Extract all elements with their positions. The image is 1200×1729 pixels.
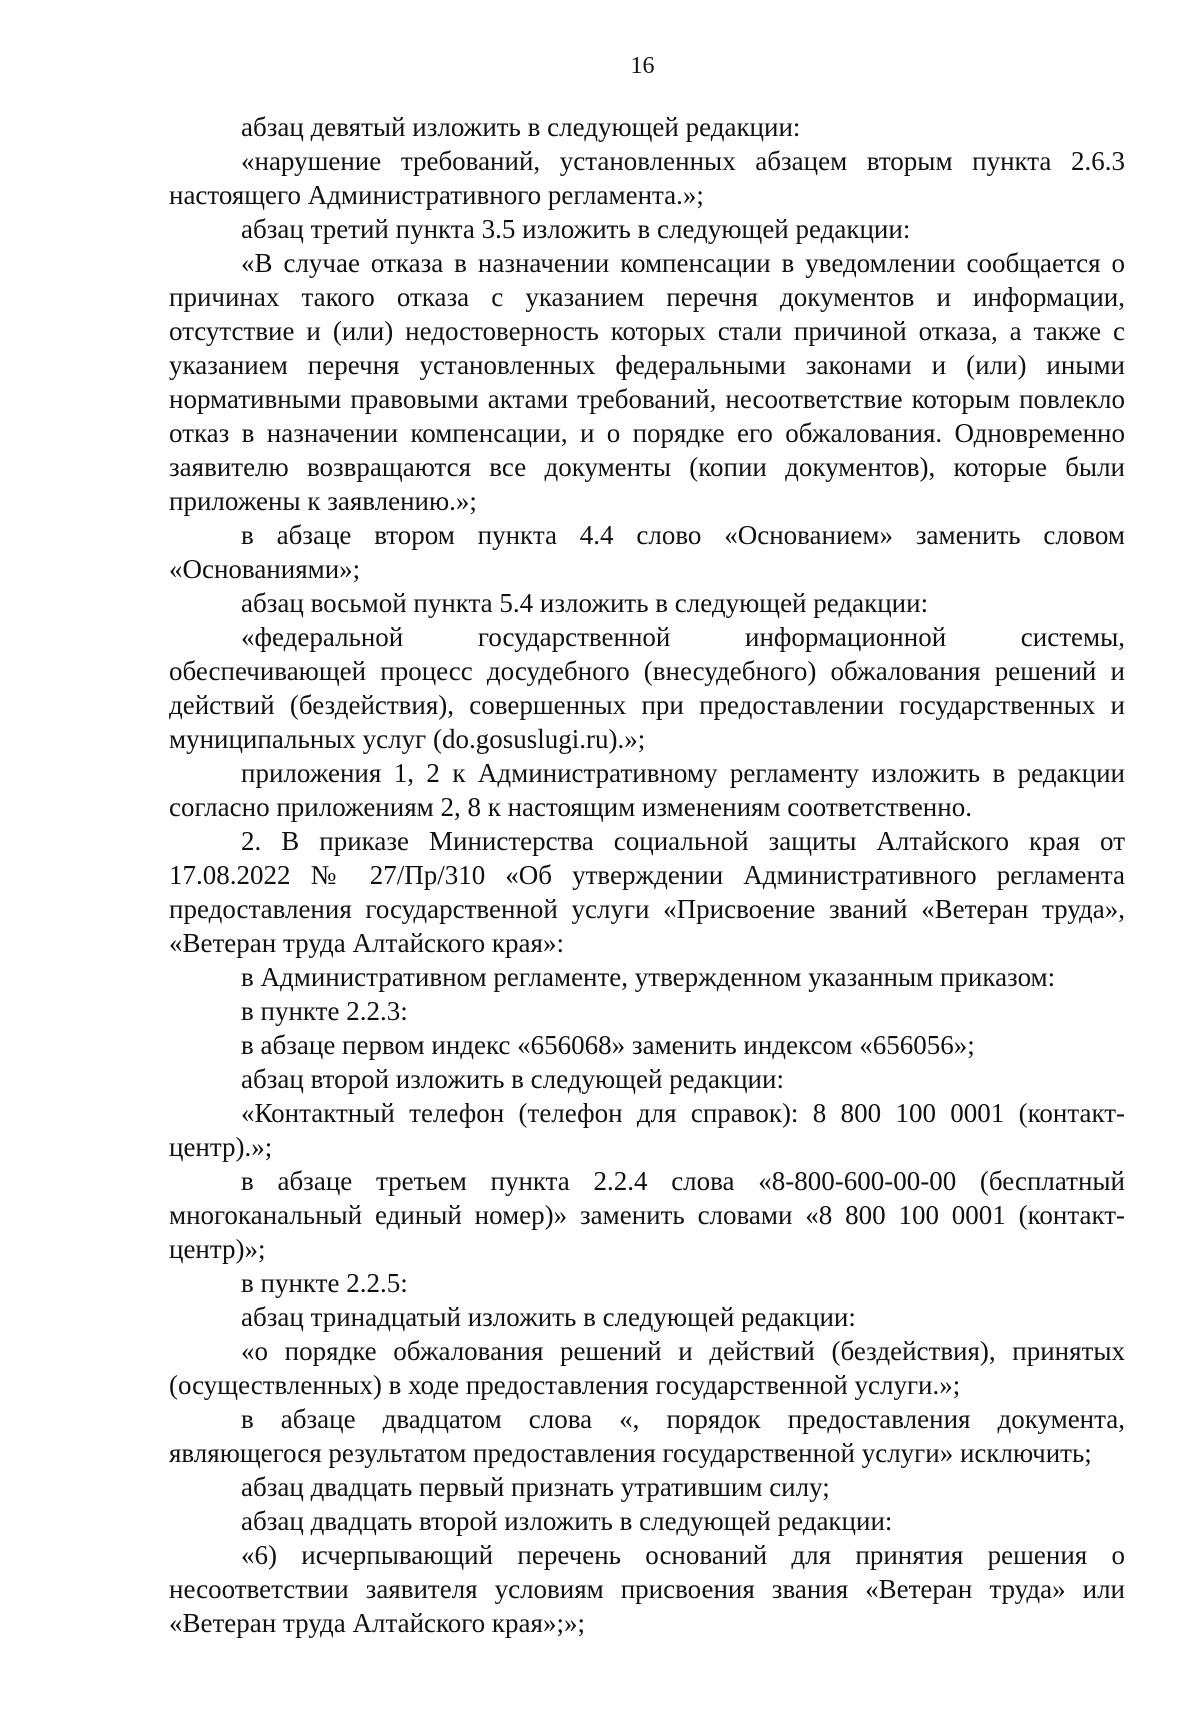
paragraph: абзац девятый изложить в следующей редакции: — [241, 112, 801, 142]
paragraph: «В случае отказа в назначении компенсации в уведомлении сообщается о причинах такого отказа с указанием перечня документов и информации, отсутствие и (или) недостоверность которых стали причиной отказа, а также с указанием перечня установленных федеральными законами и (или) иными нормативными правовыми актами требований, несоответствие которым повлекло отказ в назначении компенсации, и о порядке его обжалования. Одновременно заявителю возвращаются все документы (копии документов), которые были приложены к заявлению.»; — [169, 248, 1125, 516]
document-body — [169, 110, 1125, 1640]
paragraph: в абзаце втором пункта 4.4 слово «Основанием» заменить словом «Основаниями»; — [169, 520, 1125, 584]
paragraph: в пункте 2.2.5: — [241, 1268, 408, 1298]
paragraph: абзац второй изложить в следующей редакции: — [241, 1064, 784, 1094]
paragraph: абзац двадцать второй изложить в следующей редакции: — [241, 1506, 893, 1536]
paragraph: в пункте 2.2.3: — [241, 996, 408, 1026]
paragraph: абзац двадцать первый признать утратившим силу; — [241, 1472, 830, 1502]
paragraph: «Контактный телефон (телефон для справок): 8 800 100 0001 (контакт-центр).»; — [169, 1098, 1125, 1162]
paragraph: 2. В приказе Министерства социальной защиты Алтайского края от 17.08.2022 № 27/Пр/310 «Об утверждении Административного регламента предоставления государственной услуги «Присвоение званий «Ветеран труда», «Ветеран труда Алтайского края»: — [169, 826, 1125, 958]
paragraph: «о порядке обжалования решений и действий (бездействия), принятых (осуществленных) в ходе предоставления государственной услуги.»; — [169, 1336, 1125, 1400]
paragraph: «федеральной государственной информационной системы, обеспечивающей процесс досудебного (внесудебного) обжалования решений и действий (бездействия), совершенных при предоставлении государственных и муниципальных услуг (do.gosuslugi.ru).»; — [169, 622, 1125, 754]
paragraph: абзац тринадцатый изложить в следующей редакции: — [241, 1302, 856, 1332]
paragraph: «нарушение требований, установленных абзацем вторым пункта 2.6.3 настоящего Административного регламента.»; — [169, 146, 1125, 210]
paragraph: в абзаце первом индекс «656068» заменить индексом «656056»; — [241, 1030, 975, 1060]
paragraph: «6) исчерпывающий перечень оснований для принятия решения о несоответствии заявителя условиям присвоения звания «Ветеран труда» или «Ветеран труда Алтайского края»;»; — [169, 1540, 1125, 1638]
paragraph: в абзаце двадцатом слова «, порядок предоставления документа, являющегося результатом предоставления государственной услуги» исключить; — [169, 1404, 1125, 1468]
paragraph: в Административном регламенте, утвержденном указанным приказом: — [241, 962, 1056, 992]
paragraph: абзац третий пункта 3.5 изложить в следующей редакции: — [241, 214, 911, 244]
paragraph: в абзаце третьем пункта 2.2.4 слова «8-800-600-00-00 (бесплатный многоканальный единый номер)» заменить словами «8 800 100 0001 (контакт-центр)»; — [169, 1166, 1125, 1264]
paragraph: приложения 1, 2 к Административному регламенту изложить в редакции согласно приложениям 2, 8 к настоящим изменениям соответственно. — [169, 758, 1125, 822]
page-number: 16 — [630, 53, 655, 79]
paragraph: абзац восьмой пункта 5.4 изложить в следующей редакции: — [241, 588, 929, 618]
